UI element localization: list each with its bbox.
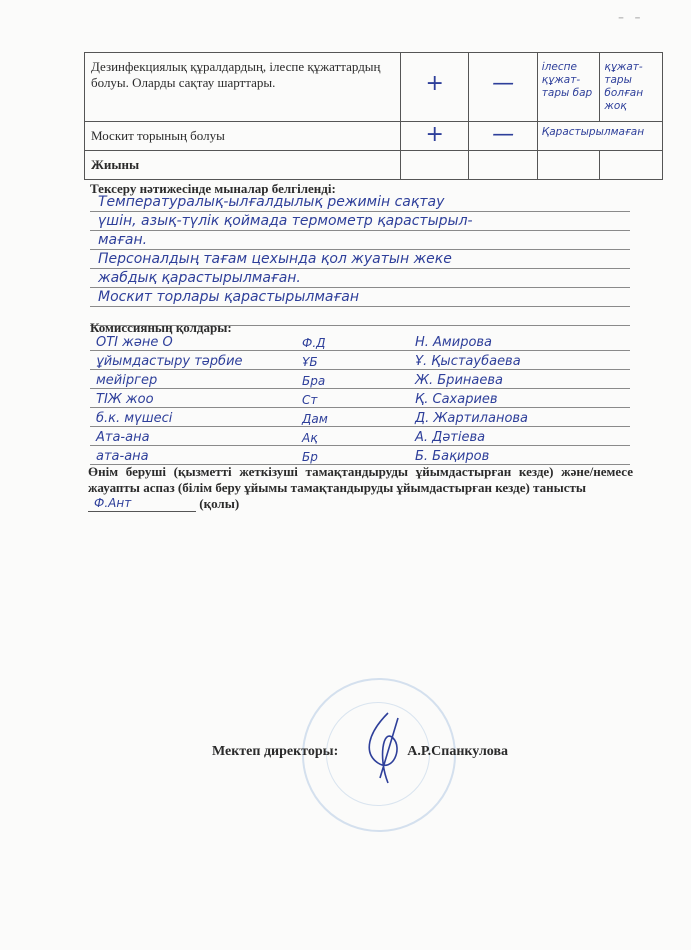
- sig-role: ата-ана: [96, 449, 149, 464]
- handwritten-note: ілеспе құжат-тары бар: [541, 61, 593, 99]
- sig-role: Ата-ана: [96, 430, 150, 445]
- handwritten-note: құжат-тары болған жоқ: [604, 61, 644, 112]
- signature-mark: ҰБ: [302, 355, 318, 369]
- table-row: [85, 151, 663, 180]
- signature-mark: Дам: [302, 412, 328, 426]
- director-block: [212, 744, 508, 760]
- signatures-heading: Комиссияның қолдары:: [90, 320, 232, 335]
- sig-role: ТІЖ жоо: [96, 392, 154, 407]
- finding-line: Персоналдың тағам цехында қол жуатын жеке: [98, 251, 452, 267]
- row-label: Дезинфекциялық құралдардың, ілеспе құжаттардың болуы. Оларды сақтау шарттары.: [85, 53, 401, 122]
- table-row: [85, 122, 663, 151]
- finding-line: Москит торлары қарастырылмаған: [98, 289, 359, 305]
- signature-mark: Ст: [302, 393, 318, 407]
- list-item: [90, 408, 630, 427]
- director-name: А.Р.Спанкулова: [407, 744, 509, 759]
- finding-line: жабдық қарастырылмаған.: [98, 270, 301, 286]
- sig-name: Қ. Сахариев: [415, 392, 498, 407]
- sig-name: А. Дәтіева: [415, 430, 486, 445]
- sig-name: Д. Жартиланова: [415, 411, 529, 426]
- sig-role: мейіргер: [96, 373, 158, 388]
- sig-role: ұйымдастыру тәрбие: [96, 354, 243, 369]
- signature: Ф.Ант: [94, 496, 132, 510]
- finding-line: Температуралық-ылғалдылық режимін сақтау: [98, 194, 445, 210]
- list-item: [90, 427, 630, 446]
- sig-role: б.к. мүшесі: [96, 411, 173, 426]
- no-mark: —: [492, 122, 515, 147]
- table-row: [85, 53, 663, 122]
- signatures-list: [90, 332, 630, 465]
- list-item: [90, 389, 630, 408]
- signature-mark: Бра: [302, 374, 326, 388]
- finding-line: үшін, азық-түлік қоймада термометр қарастырыл-: [98, 213, 473, 229]
- list-item: [90, 446, 630, 465]
- list-item: [90, 332, 630, 351]
- signature-mark: Ф.Д: [302, 336, 326, 350]
- total-label: Жиыны: [85, 151, 401, 180]
- sign-label: (қолы): [199, 496, 240, 511]
- acknowledgement: [88, 464, 633, 512]
- sig-name: Н. Амирова: [415, 335, 493, 350]
- director-label: Мектеп директоры:: [212, 744, 339, 759]
- list-item: [90, 370, 630, 389]
- signature-mark: Бр: [302, 450, 318, 464]
- signature-mark: Ақ: [302, 431, 318, 445]
- findings-heading: Тексеру нәтижесінде мыналар белгіленді:: [90, 181, 336, 196]
- sig-name: Б. Бақиров: [415, 449, 490, 464]
- corner-mark: - -: [618, 6, 644, 26]
- signature-line: [88, 497, 196, 512]
- acknowledgement-text: Өнім беруші (қызметті жеткізуші тамақтандыруды ұйымдастырған кезде) және/немесе жауапты аспаз (білім беру ұйымы тамақтандыруды ұйымдастырған кезде) танысты: [88, 464, 633, 495]
- handwritten-note: Қарастырылмаған: [541, 126, 645, 138]
- row-label: Москит торының болуы: [85, 122, 401, 151]
- checklist-table: [84, 52, 663, 180]
- no-mark: —: [492, 71, 515, 96]
- yes-mark: +: [425, 71, 444, 96]
- sig-name: Ұ. Қыстаубаева: [415, 354, 521, 369]
- sig-role: ОТІ және О: [96, 335, 173, 350]
- sig-name: Ж. Бринаева: [415, 373, 503, 388]
- list-item: [90, 351, 630, 370]
- finding-line: маған.: [98, 232, 148, 248]
- findings-lines: [90, 193, 630, 326]
- yes-mark: +: [425, 122, 444, 147]
